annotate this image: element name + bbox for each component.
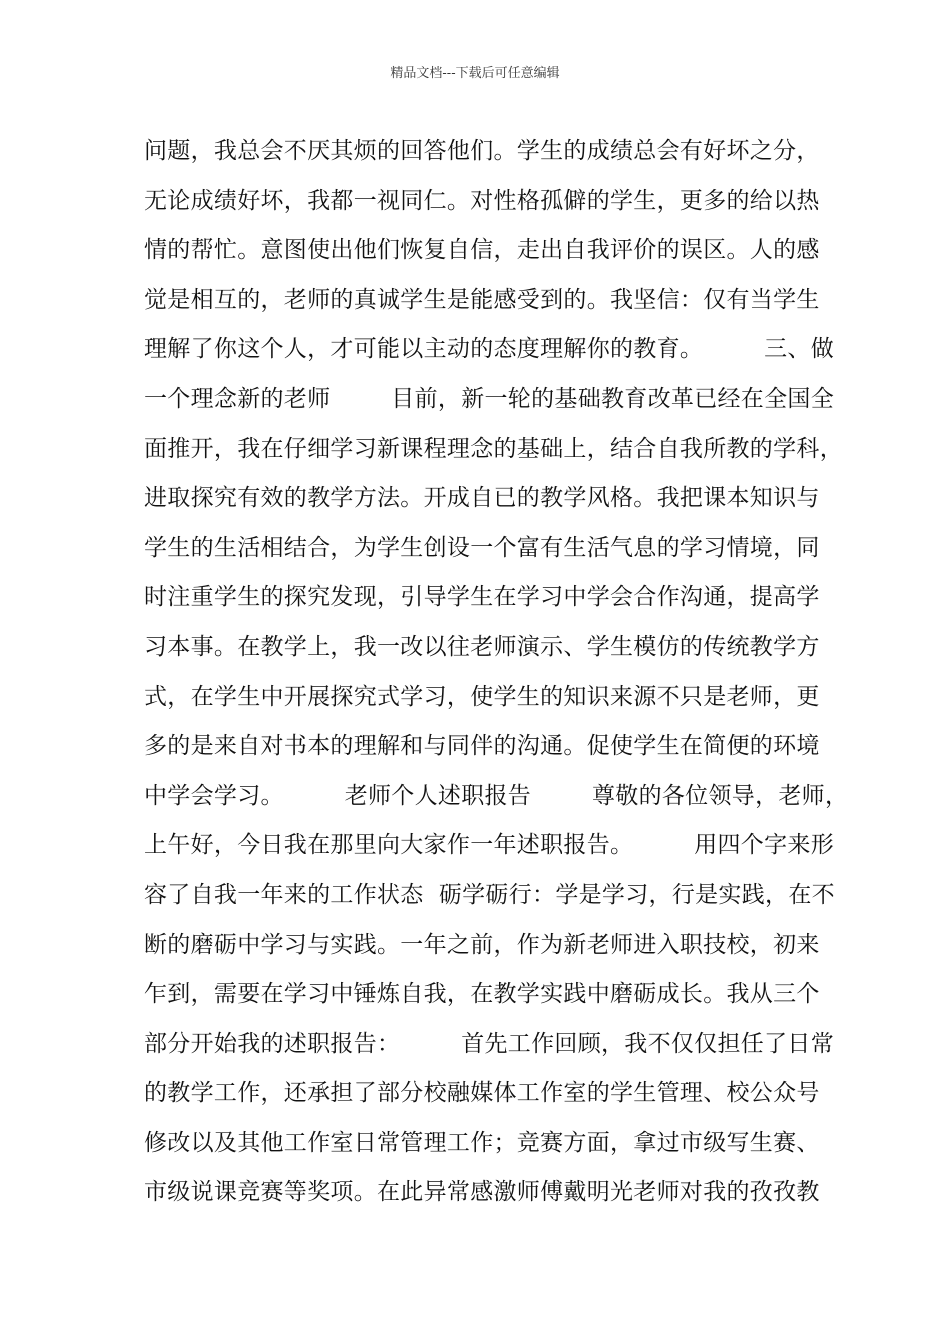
text-line: 市级说课竞赛等奖项。在此异常感激师傅戴明光老师对我的孜孜教 bbox=[144, 1179, 820, 1206]
text-line: 上午好，今日我在那里向大家作一年述职报告。 用四个字来形 bbox=[144, 832, 834, 859]
text-line: 习本事。在教学上，我一改以往老师演示、学生模仿的传统教学方 bbox=[144, 633, 820, 660]
text-line: 中学会学习。 老师个人述职报告 尊敬的各位领导，老师， bbox=[144, 782, 849, 809]
text-line: 多的是来自对书本的理解和与同伴的沟通。促使学生在简便的环境 bbox=[144, 733, 820, 760]
text-line: 的教学工作，还承担了部分校融媒体工作室的学生管理、校公众号 bbox=[144, 1080, 820, 1107]
text-line: 断的磨砺中学习与实践。一年之前，作为新老师进入职技校，初来 bbox=[144, 931, 820, 958]
text-line: 部分开始我的述职报告： 首先工作回顾，我不仅仅担任了日常 bbox=[144, 1030, 834, 1057]
text-line: 容了自我一年来的工作状态 砺学砺行：学是学习，行是实践，在不 bbox=[144, 881, 835, 908]
text-line: 情的帮忙。意图使出他们恢复自信，走出自我评价的误区。人的感 bbox=[144, 237, 820, 264]
text-line: 学生的生活相结合，为学生创设一个富有生活气息的学习情境，同 bbox=[144, 534, 820, 561]
text-line: 面推开，我在仔细学习新课程理念的基础上，结合自我所教的学科， bbox=[144, 435, 843, 462]
text-line: 乍到，需要在学习中锤炼自我，在教学实践中磨砺成长。我从三个 bbox=[144, 981, 820, 1008]
text-line: 理解了你这个人，才可能以主动的态度理解你的教育。 三、做 bbox=[144, 336, 834, 363]
body-text bbox=[144, 131, 849, 1222]
text-line: 问题，我总会不厌其烦的回答他们。学生的成绩总会有好坏之分， bbox=[144, 138, 820, 164]
text-line: 时注重学生的探究发现，引导学生在学习中学会合作沟通，提高学 bbox=[144, 584, 820, 611]
text-line: 修改以及其他工作室日常管理工作；竞赛方面，拿过市级写生赛、 bbox=[144, 1129, 820, 1156]
text-line: 无论成绩好坏，我都一视同仁。对性格孤僻的学生，更多的给以热 bbox=[144, 187, 820, 214]
page-header: 精品文档---下载后可任意编辑 bbox=[390, 66, 560, 81]
text-line: 式，在学生中开展探究式学习，使学生的知识来源不只是老师，更 bbox=[144, 683, 820, 710]
text-line: 一个理念新的老师 目前，新一轮的基础教育改革已经在全国全 bbox=[144, 385, 834, 412]
text-line: 觉是相互的，老师的真诚学生是能感受到的。我坚信：仅有当学生 bbox=[144, 286, 820, 313]
text-line: 进取探究有效的教学方法。开成自已的教学风格。我把课本知识与 bbox=[144, 485, 820, 512]
